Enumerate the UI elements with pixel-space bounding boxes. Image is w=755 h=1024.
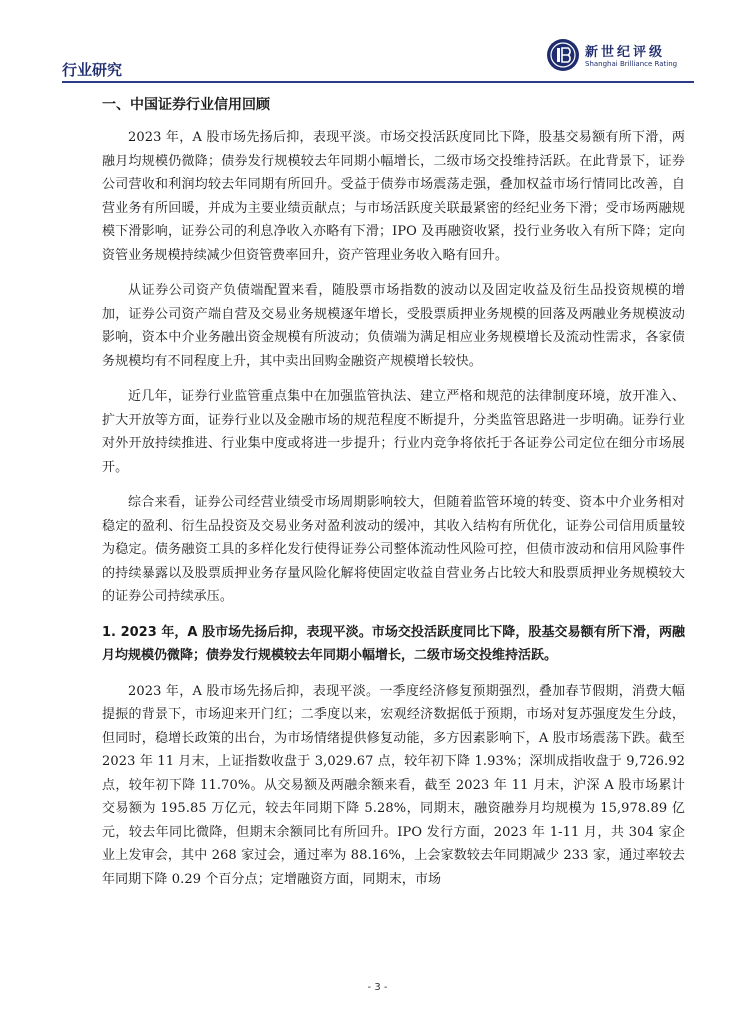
document-body bbox=[102, 94, 685, 903]
paragraph: 从证券公司资产负债端配置来看，随股票市场指数的波动以及固定收益及衍生品投资规模的增加，证券公司资产端自营及交易业务规模逐年增长，受股票质押业务规模的回落及两融业务规模波动影响，资本中介业务融出资金规模有所波动；负债端为满足相应业务规模增长及流动性需求，各家债务规模均有不同程度上升，其中卖出回购金融资产规模增长较快。 bbox=[102, 283, 685, 369]
brand-name-cn: 新世纪评级 bbox=[585, 45, 666, 60]
section-subheading: 1. 2023 年，A 股市场先扬后抑，表现平淡。市场交投活跃度同比下降，股基交易额有所下滑，两融月均规模仍微降；债券发行规模较去年同期小幅增长，二级市场交投维持活跃。 bbox=[102, 624, 685, 663]
paragraph: 综合来看，证券公司经营业绩受市场周期影响较大，但随着监管环境的转变、资本中介业务相对稳定的盈利、衍生品投资及交易业务对盈利波动的缓冲，其收入结构有所优化，证券公司信用质量较为稳定。债务融资工具的多样化发行使得证券公司整体流动性风险可控，但债市波动和信用风险事件的持续暴露以及股票质押业务存量风险化解将使固定收益自营业务占比较大和股票质押业务规模较大的证券公司持续承压。 bbox=[102, 495, 685, 604]
chapter-heading: 一、中国证券行业信用回顾 bbox=[102, 97, 270, 113]
brand-logo bbox=[546, 38, 706, 74]
page-number: - 3 - bbox=[367, 982, 388, 993]
header-divider bbox=[62, 81, 694, 83]
paragraph: 2023 年，A 股市场先扬后抑，表现平淡。一季度经济修复预期强烈，叠加春节假期，消费大幅提振的背景下，市场迎来开门红；二季度以来，宏观经济数据低于预期，市场对复苏强度发生分歧，但同时，稳增长政策的出台，为市场情绪提供修复动能，多方因素影响下，A 股市场震荡下跌。截至 2023 年 11 月末，上证指数收盘于 3,029.67 点，较年初下降 1.93%；深圳成指收盘于 9,726.92 点，较年初下降 11.70%。从交易额及两融余额来看，截至 2023 年 11 月末，沪深 A 股市场累计交易额为 195.85 万亿元，较去年同期下降 5.28%，同期末，融资融券月均规模为 15,978.89 亿元，较去年同比微降，但期末余额同比有所回升。IPO 发行方面，2023 年 1-11 月，共 304 家企业上发审会，其中 268 家过会，通过率为 88.16%，上会家数较去年同期减少 233 家，通过率较去年同期下降 0.29 个百分点；定增融资方面，同期末，市场 bbox=[102, 683, 685, 887]
brand-name-en: Shanghai Brilliance Rating bbox=[585, 60, 678, 68]
brand-logo-icon bbox=[546, 38, 580, 72]
paragraph: 2023 年，A 股市场先扬后抑，表现平淡。市场交投活跃度同比下降，股基交易额有所下滑，两融月均规模仍微降；债券发行规模较去年同期小幅增长，二级市场交投维持活跃。在此背景下，证券公司营收和利润均较去年同期有所回升。受益于债券市场震荡走强，叠加权益市场行情同比改善，自营业务有所回暖，并成为主要业绩贡献点；与市场活跃度关联最紧密的经纪业务下滑；受市场两融规模下滑影响，证券公司的利息净收入亦略有下滑；IPO 及再融资收紧，投行业务收入有所下降；定向资管业务规模持续减少但资管费率回升，资产管理业务收入略有回升。 bbox=[102, 130, 685, 263]
section-title: 行业研究 bbox=[62, 61, 123, 79]
paragraph: 近几年，证券行业监管重点集中在加强监管执法、建立严格和规范的法律制度环境，放开准入、扩大开放等方面，证券行业以及金融市场的规范程度不断提升，分类监管思路进一步明确。证券行业对外开放持续推进、行业集中度或将进一步提升；行业内竞争将依托于各证券公司定位在细分市场展开。 bbox=[102, 389, 685, 475]
